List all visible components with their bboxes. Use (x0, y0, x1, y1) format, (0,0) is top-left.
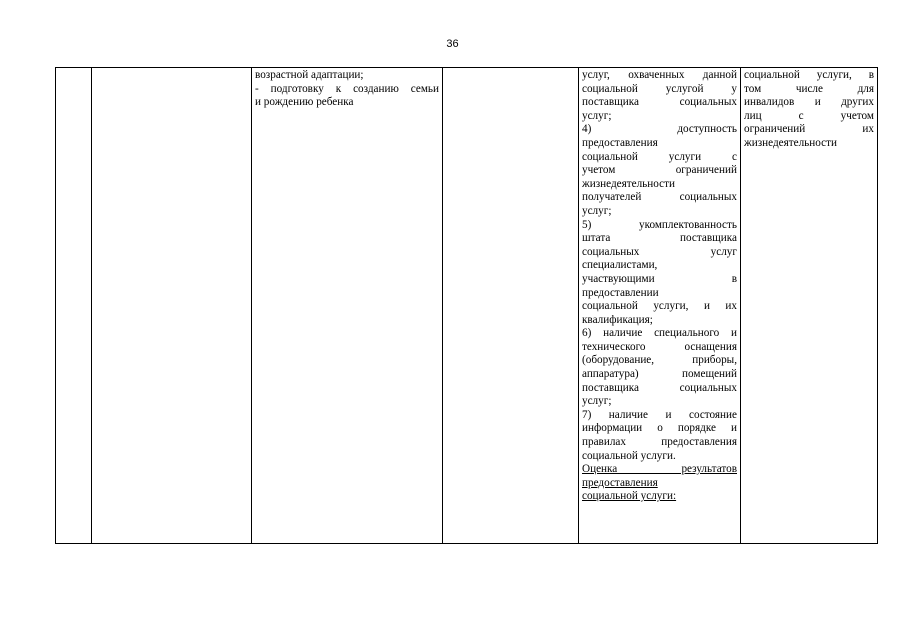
cell-line: получателей социальных (582, 191, 737, 204)
cell-line: жизнедеятельности (582, 177, 675, 190)
cell-line: аппаратура) помещений (582, 368, 737, 381)
cell-line: социальной услуги. (582, 449, 676, 462)
cell-line: поставщика социальных (582, 381, 737, 394)
cell-line: штата поставщика (582, 232, 737, 245)
cell-line: - подготовку к созданию семьи (255, 82, 439, 95)
cell-line: социальной услугой у (582, 82, 737, 95)
cell-line: социальной услуги, в (744, 69, 874, 81)
cell-line: возрастной адаптации; (255, 69, 364, 81)
cell-line: том числе для (744, 82, 874, 95)
cell-line: 7) наличие и состояние (582, 408, 737, 421)
cell-line: услуг; (582, 395, 612, 408)
cell-line: правилах предоставления (582, 436, 737, 449)
cell-line: социальных услуг (582, 245, 737, 258)
cell-line-underlined: предоставления (582, 476, 658, 489)
cell-line: лиц с учетом (744, 109, 874, 122)
cell-line: предоставления (582, 136, 658, 149)
table-cell-description (252, 68, 443, 544)
cell-line: предоставлении (582, 286, 659, 299)
table-cell-timing (443, 68, 579, 544)
cell-line: 6) наличие специального и (582, 327, 737, 340)
cell-line: информации о порядке и (582, 422, 737, 435)
page-number: 36 (446, 38, 459, 50)
cell-line: квалификация; (582, 313, 653, 326)
table-cell-quality-indicators (579, 68, 741, 544)
cell-line: участвующими в (582, 272, 737, 285)
cell-line: социальной услуги, и их (582, 300, 737, 313)
cell-line: социальной услуги с (582, 150, 737, 163)
cell-line: поставщика социальных (582, 96, 737, 109)
table-cell-service-name (92, 68, 252, 544)
cell-line: услуг; (582, 204, 612, 217)
table-cell-conditions (741, 68, 878, 544)
cell-line: (оборудование, приборы, (582, 354, 737, 367)
cell-line: учетом ограничений (582, 164, 737, 177)
services-table (55, 67, 878, 544)
cell-line: специалистами, (582, 259, 658, 272)
cell-line: инвалидов и других (744, 96, 874, 109)
cell-line: и рождению ребенка (255, 96, 354, 109)
cell-line: технического оснащения (582, 340, 737, 353)
cell-line: услуг, охваченных данной (582, 69, 737, 81)
cell-line: услуг; (582, 109, 612, 122)
cell-line-underlined: социальной услуги: (582, 490, 677, 503)
table-cell-number (56, 68, 92, 544)
cell-line: 4) доступность (582, 123, 737, 136)
cell-line: жизнедеятельности (744, 136, 837, 149)
table-row (56, 68, 878, 544)
cell-line: ограничений их (744, 123, 874, 136)
cell-line: 5) укомплектованность (582, 218, 737, 231)
cell-line-underlined: Оценка результатов (582, 463, 737, 476)
